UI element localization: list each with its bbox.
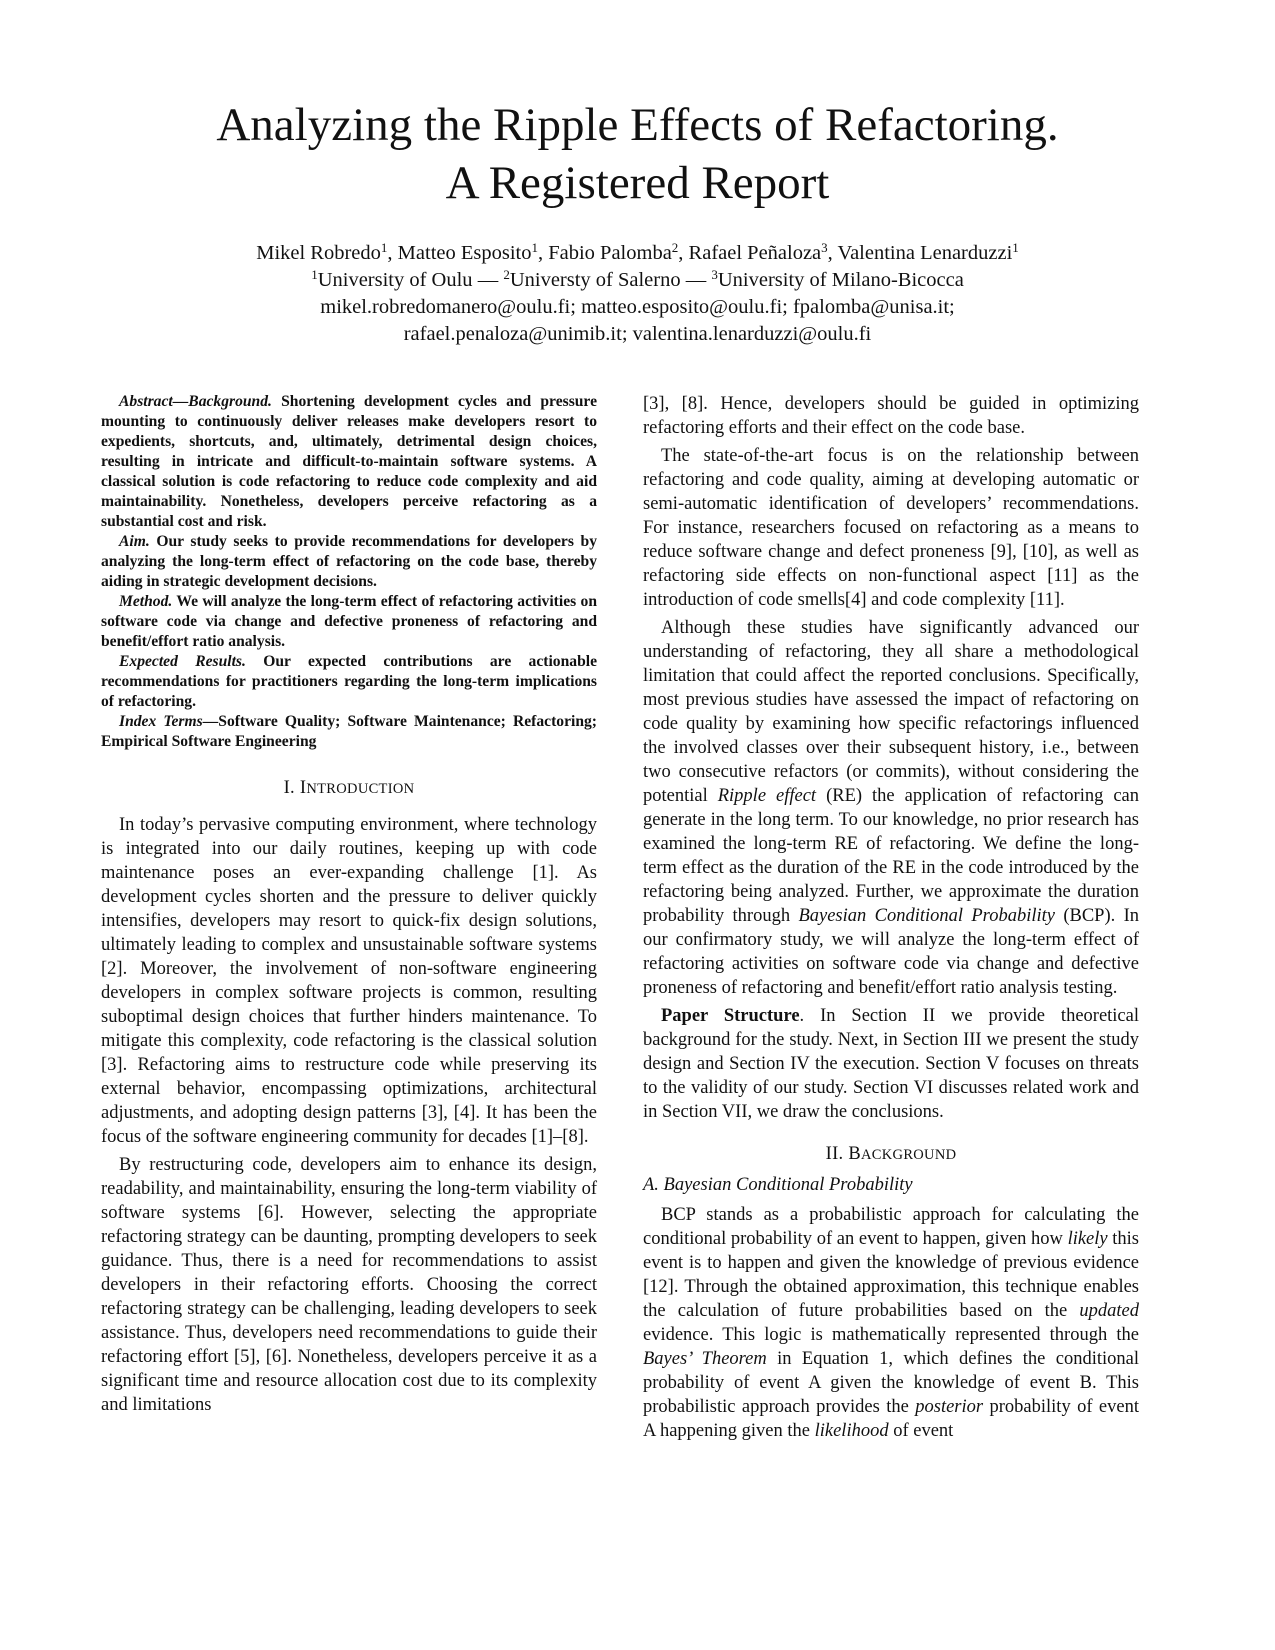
index-terms <box>101 712 597 752</box>
emphasis-bayes-theorem: Bayes’ Theorem <box>643 1349 767 1369</box>
author-affiliation-mark: 2 <box>671 240 679 255</box>
paper-title <box>0 96 1275 212</box>
intro-paragraph-3: The state-of-the-art focus is on the relationship between refactoring and code quality, aiming at developing automatic or semi-automatic identification of developers’ recommendations. For instance, researchers focused on refactoring as a means to reduce software change and defect proneness [9], [10], as well as refactoring side effects on non-functional aspect [11] as the introduction of code smells[4] and code complexity [11]. <box>643 446 1139 610</box>
abstract-method <box>101 592 597 652</box>
emphasis-posterior: posterior <box>915 1397 984 1417</box>
index-terms-label: Index Terms <box>119 713 203 730</box>
text-run: . In Section II we provide theoretical background for the study. Next, in Section III we present the study design and Section IV the execution. Section V focuses on threats to the validity of our study. Section VI discusses related work and in Section VII, we draw the conclusions. <box>643 1006 1139 1122</box>
author-name: Matteo Esposito <box>397 242 532 264</box>
abstract-method-label: Method. <box>119 593 173 610</box>
text-run: of event <box>888 1421 954 1441</box>
emphasis-ripple-effect: Ripple effect <box>717 786 817 806</box>
subsection-heading-bcp: A. Bayesian Conditional Probability <box>643 1175 913 1195</box>
emphasis-updated: updated <box>1079 1301 1139 1321</box>
abstract-aim-text: Our study seeks to provide recommendations for developers by analyzing the long-term effect of refactoring on the code base, thereby aiding in strategic development decisions. <box>101 533 597 590</box>
separator: , <box>387 242 398 264</box>
left-column <box>101 392 597 1421</box>
text-run: this event is to happen and given the knowledge of previous evidence [12]. Through the obtained approximation, this technique enables the calculation of future probabilities based on the <box>643 1229 1139 1321</box>
separator: , <box>827 242 838 264</box>
emphasis-bcp: Bayesian Conditional Probability <box>798 906 1055 926</box>
title-line-1: Analyzing the Ripple Effects of Refactoring. <box>216 99 1059 151</box>
section-heading-background <box>643 1142 1139 1167</box>
background-body <box>643 1203 1139 1443</box>
separator: — <box>472 269 504 291</box>
abstract-label: Abstract—Background. <box>119 393 272 410</box>
right-column <box>643 392 1139 1447</box>
separator: , <box>678 242 689 264</box>
text-run: in Equation 1, which defines the conditional probability of event A given the knowledge of event B. This probabilistic approach provides the <box>643 1349 1139 1417</box>
section-initial: B <box>848 1144 862 1164</box>
intro-paragraph-4 <box>643 616 1139 1000</box>
section-numeral: II. <box>825 1144 849 1164</box>
emphasis-likely: likely <box>1067 1229 1108 1249</box>
abstract-aim-label: Aim. <box>119 533 150 550</box>
index-terms-text: —Software Quality; Software Maintenance; Refactoring; Empirical Software Engineering <box>101 713 597 750</box>
abstract <box>101 392 597 752</box>
abstract-results-text: Our expected contributions are actionable recommendations for practitioners regarding the long-term implications of refactoring. <box>101 653 597 710</box>
introduction-body-left <box>101 813 597 1417</box>
emphasis-likelihood: likelihood <box>814 1421 889 1441</box>
affiliation-name: Universty of Salerno <box>509 269 681 291</box>
intro-paragraph-5 <box>643 1004 1139 1124</box>
affiliation-name: University of Oulu <box>317 269 473 291</box>
abstract-background <box>101 392 597 532</box>
abstract-method-text: We will analyze the long-term effect of refactoring activities on software code via change and defective proneness of refactoring and benefit/effort ratio analysis. <box>101 593 597 650</box>
abstract-background-text: Shortening development cycles and pressure mounting to continuously deliver releases make developers resort to expedients, shortcuts, and, ultimately, detrimental design choices, resulting in intricate and difficult-to-maintain software systems. A classical solution is code refactoring to reduce code complexity and aid maintainability. Nonetheless, developers perceive refactoring as a substantial cost and risk. <box>101 393 597 530</box>
introduction-body-right <box>643 392 1139 1124</box>
text-run: (BCP). In our confirmatory study, we will analyze the long-term effect of refactoring activities on software code via change and defective proneness of refactoring and benefit/effort ratio analysis testing. <box>643 906 1140 998</box>
intro-paragraph-2: By restructuring code, developers aim to enhance its design, readability, and maintainability, ensuring the long-term viability of software systems [6]. However, selecting the appropriate refactoring strategy can be daunting, prompting developers to seek guidance. Thus, there is a need for recommendations to assist developers in their refactoring efforts. Choosing the correct refactoring strategy can be challenging, leading developers to seek assistance. Thus, developers need recommendations to guide their refactoring effort [5], [6]. Nonetheless, developers perceive it as a significant time and resource allocation cost due to its complexity and limitations <box>101 1155 597 1415</box>
section-initial: I <box>299 778 307 798</box>
author-emails-line-2: rafael.penaloza@unimib.it; valentina.lenarduzzi@oulu.fi <box>403 323 872 345</box>
background-paragraph-1 <box>643 1203 1139 1443</box>
author-name: Mikel Robredo <box>256 242 381 264</box>
author-names <box>0 240 1275 267</box>
intro-paragraph-2-continued: [3], [8]. Hence, developers should be guided in optimizing refactoring efforts and their effect on the code base. <box>643 394 1139 438</box>
abstract-results-label: Expected Results. <box>119 653 246 670</box>
author-affiliation-mark: 3 <box>821 240 828 255</box>
affiliation-number: 3 <box>711 267 718 282</box>
section-heading-introduction <box>101 776 597 801</box>
section-title-rest: ACKGROUND <box>861 1147 957 1163</box>
text-run: (RE) the application of refactoring can generate in the long term. To our knowledge, no prior research has examined the long-term RE of refactoring. We define the long-term effect as the duration of the RE in the code introduced by the refactoring being analyzed. Further, we approximate the duration probability through <box>643 786 1140 926</box>
abstract-aim <box>101 532 597 592</box>
author-name: Fabio Palomba <box>548 242 672 264</box>
affiliation-number: 1 <box>311 267 318 282</box>
abstract-results <box>101 652 597 712</box>
author-affiliation-mark: 1 <box>380 240 388 255</box>
intro-paragraph-1: In today’s pervasive computing environment, where technology is integrated into our daily routines, keeping up with code maintenance poses an ever-expanding challenge [1]. As development cycles shorten and the pressure to deliver quickly intensifies, developers may resort to quick-fix design solutions, ultimately leading to complex and unsustainable software systems [2]. Moreover, the involvement of non-software engineering developers in complex software projects is common, resulting suboptimal design choices that further hinders maintenance. To mitigate this complexity, code refactoring is the classical solution [3]. Refactoring aims to restructure code while preserving its external behavior, encompassing optimizations, architectural adjustments, and adopting design patterns [3], [4]. It has been the focus of the software engineering community for decades [1]–[8]. <box>101 815 597 1147</box>
paper-header <box>0 96 1275 212</box>
text-run: BCP stands as a probabilistic approach for calculating the conditional probability of an event to happen, given how <box>643 1205 1139 1249</box>
affiliation-number: 2 <box>503 267 510 282</box>
text-run: Although these studies have significantly advanced our understanding of refactoring, they all share a methodological limitation that could affect the reported conclusions. Specifically, most previous studies have assessed the impact of refactoring on code quality by examining how specific refactorings influenced the involved classes over their subsequent history, i.e., between two consecutive refactors (or commits), without considering the potential <box>643 618 1139 806</box>
author-affiliation-mark: 1 <box>1012 240 1019 255</box>
affiliation-name: University of Milano-Bicocca <box>717 269 964 291</box>
section-numeral: I. <box>283 778 300 798</box>
text-run: evidence. This logic is mathematically represented through the <box>643 1325 1139 1345</box>
author-block <box>0 240 1275 348</box>
affiliations <box>0 267 1275 294</box>
text-run: probability of event A happening given the <box>643 1397 1139 1441</box>
separator: , <box>537 242 549 264</box>
author-affiliation-mark: 1 <box>531 240 538 255</box>
paper-structure-label: Paper Structure <box>661 1006 800 1026</box>
author-name: Rafael Peñaloza <box>688 242 822 264</box>
separator: — <box>680 269 712 291</box>
title-line-2: A Registered Report <box>445 157 830 209</box>
section-title-rest: NTRODUCTION <box>306 781 415 797</box>
author-emails-line-1: mikel.robredomanero@oulu.fi; matteo.esposito@oulu.fi; fpalomba@unisa.it; <box>320 296 955 318</box>
author-name: Valentina Lenarduzzi <box>837 242 1013 264</box>
